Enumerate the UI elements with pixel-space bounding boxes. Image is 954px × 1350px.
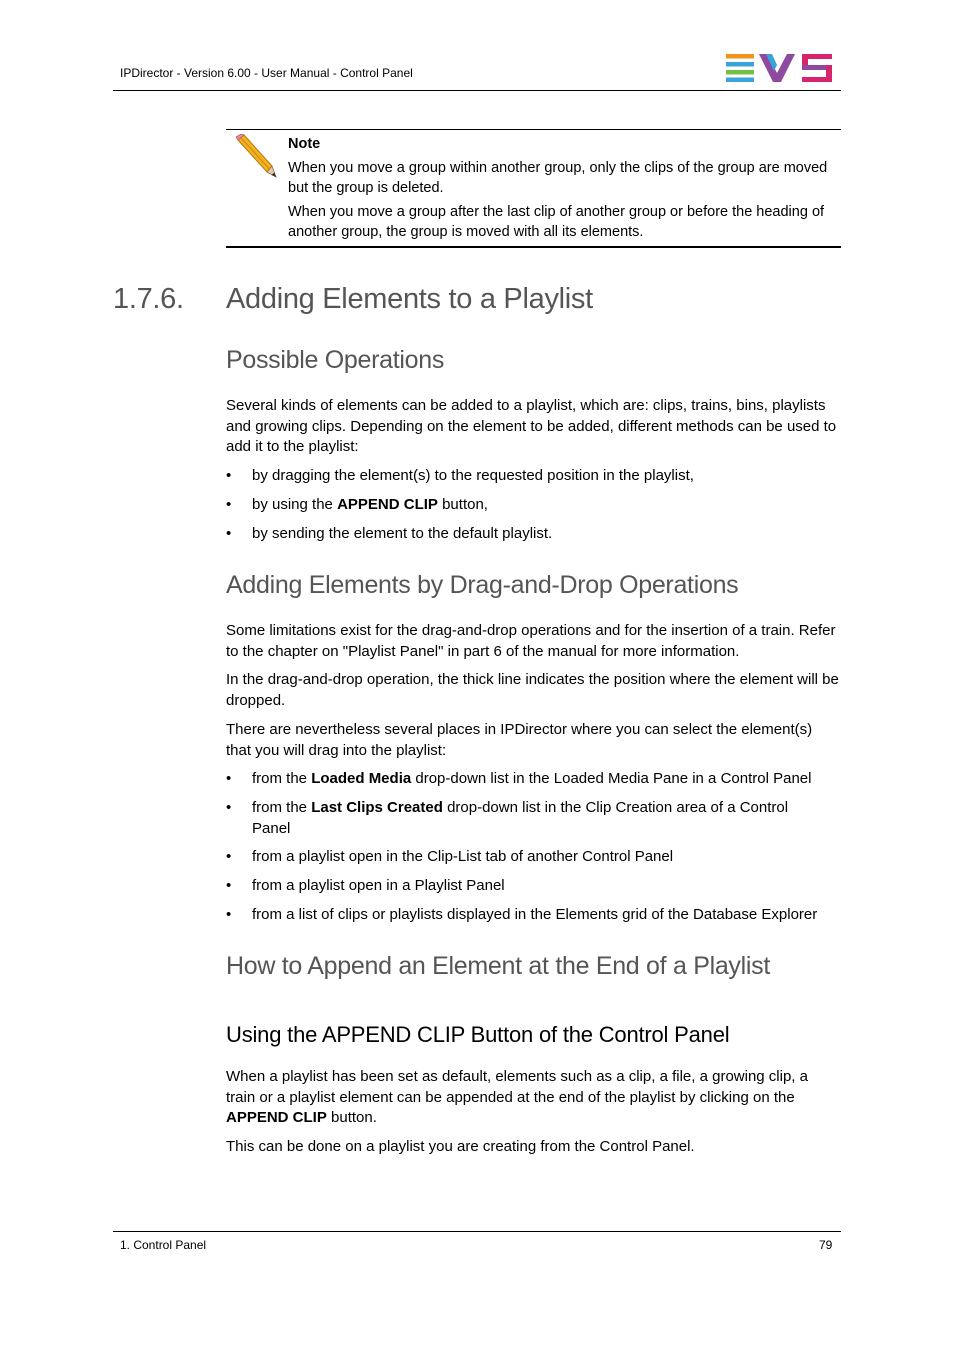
dragdrop-paragraph-1: Some limitations exist for the drag-and-drop operations and for the insertion of a train. Refer to the chapter on "Playlist Panel" in part 6 of the manual for more information.: [226, 622, 836, 660]
heading-possible-operations: Possible Operations: [226, 346, 445, 374]
bullet-marker: •: [226, 467, 232, 484]
dragdrop-paragraph-2: In the drag-and-drop operation, the thick line indicates the position where the element will be dropped.: [226, 671, 839, 709]
list-item-text: from a playlist open in the Clip-List tab of another Control Panel: [252, 848, 674, 865]
bullet-marker: •: [226, 906, 232, 923]
list-item-text: from the Loaded Media drop-down list in the Loaded Media Pane in a Control Panel: [252, 770, 812, 787]
bullet-marker: •: [226, 877, 232, 894]
section-title: Adding Elements to a Playlist: [226, 283, 593, 315]
bullet-marker: •: [226, 770, 232, 787]
list-item-text: by sending the element to the default playlist.: [252, 525, 553, 542]
running-header: IPDirector - Version 6.00 - User Manual - Control Panel: [120, 66, 413, 80]
bullet-marker: •: [226, 525, 232, 542]
subheading-append-clip-button: Using the APPEND CLIP Button of the Control Panel: [226, 1022, 730, 1047]
bullet-marker: •: [226, 848, 232, 865]
note-paragraph-1: When you move a group within another group, only the clips of the group are moved but the group is deleted.: [288, 160, 828, 196]
list-item-text: by using the APPEND CLIP button,: [252, 496, 488, 513]
footer-rule: [113, 1231, 841, 1232]
heading-drag-and-drop: Adding Elements by Drag-and-Drop Operations: [226, 571, 739, 599]
list-item-text: by dragging the element(s) to the requested position in the playlist,: [252, 467, 694, 484]
pencil-icon: [232, 134, 278, 178]
list-item-text: from a playlist open in a Playlist Panel: [252, 877, 505, 894]
dragdrop-paragraph-3: There are nevertheless several places in IPDirector where you can select the element(s) that you will drag into the playlist:: [226, 721, 813, 759]
note-box: [226, 129, 841, 248]
page-number: 79: [819, 1238, 833, 1252]
append-paragraph-1: When a playlist has been set as default, elements such as a clip, a file, a growing clip, a train or a playlist element can be appended at the end of the playlist by clicking on the APPEND CLIP button.: [226, 1068, 808, 1126]
list-item-text: from the Last Clips Created drop-down list in the Clip Creation area of a Control Panel: [252, 799, 789, 837]
note-title: Note: [288, 136, 321, 152]
note-paragraph-2: When you move a group after the last clip of another group or before the heading of another group, the group is moved with all its elements.: [288, 204, 825, 240]
section-number: 1.7.6.: [113, 283, 184, 315]
evs-logo: [726, 54, 834, 82]
list-item-text: from a list of clips or playlists displayed in the Elements grid of the Database Explorer: [252, 906, 818, 923]
append-paragraph-2: This can be done on a playlist you are creating from the Control Panel.: [226, 1138, 695, 1155]
footer-chapter: 1. Control Panel: [120, 1238, 207, 1252]
bullet-marker: •: [226, 799, 232, 816]
heading-append-element: How to Append an Element at the End of a Playlist: [226, 952, 770, 980]
header-rule: [113, 90, 841, 91]
possible-intro: Several kinds of elements can be added to a playlist, which are: clips, trains, bins, playlists and growing clips. Depending on the element to be added, different methods can be used to add it to the playlist:: [226, 397, 837, 455]
bullet-marker: •: [226, 496, 232, 513]
